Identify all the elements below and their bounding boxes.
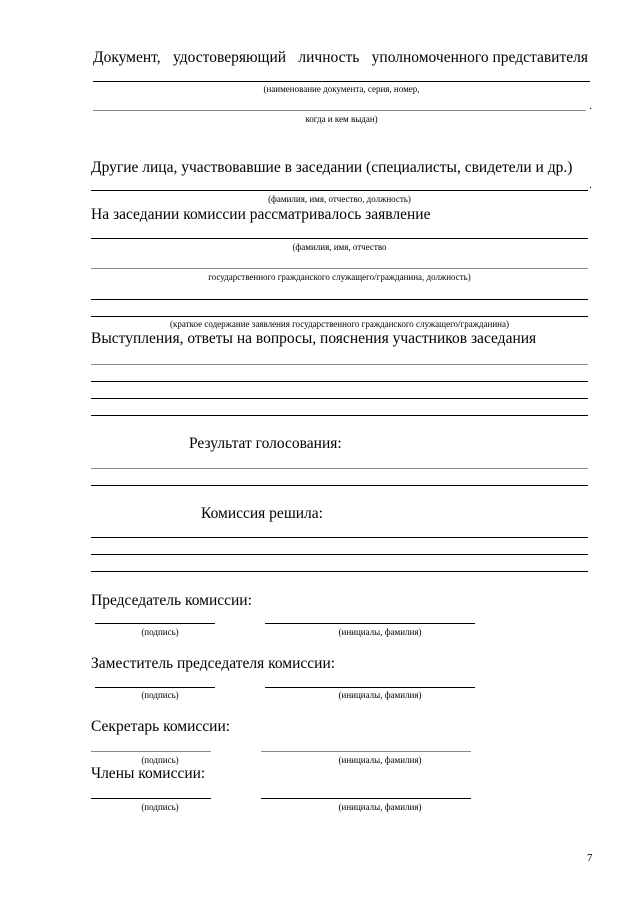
voting-line-2: [91, 485, 588, 486]
rep-word-2: удостоверяющий: [172, 49, 287, 66]
rep-word-3: личность: [298, 49, 360, 66]
application-heading: На заседании комиссии рассматривалось заявление: [91, 206, 431, 223]
others-caption: (фамилия, имя, отчество, должность): [268, 194, 411, 204]
speeches-line-1: [91, 364, 588, 365]
members-signature-caption: (подпись): [141, 802, 179, 812]
rep-word-1: Документ,: [93, 49, 161, 66]
application-line-3: [91, 299, 588, 300]
representative-heading: [93, 49, 588, 67]
deputy-signature-caption: (подпись): [141, 690, 179, 700]
others-dot: .: [589, 177, 592, 191]
speeches-line-3: [91, 398, 588, 399]
application-line-4: [91, 316, 588, 317]
speeches-line-2: [91, 381, 588, 382]
others-line: [91, 190, 588, 191]
application-caption-2: государственного гражданского служащего/гражданина, должность): [208, 272, 471, 282]
chairman-name-caption: (инициалы, фамилия): [338, 627, 422, 637]
secretary-name-caption: (инициалы, фамилия): [338, 755, 422, 765]
decision-heading: Комиссия решила:: [201, 505, 323, 522]
members-signature-line: [91, 798, 211, 799]
secretary-signature-caption: (подпись): [141, 755, 179, 765]
chairman-label: Председатель комиссии:: [91, 592, 252, 609]
speeches-heading: Выступления, ответы на вопросы, пояснения участников заседания: [91, 330, 537, 347]
rep-line-2: [93, 110, 586, 111]
others-heading: Другие лица, участвовавшие в заседании (специалисты, свидетели и др.): [91, 159, 573, 176]
deputy-label: Заместитель председателя комиссии:: [91, 655, 336, 672]
rep-dot: .: [589, 98, 592, 112]
application-caption-3: (краткое содержание заявления государственного гражданского служащего/гражданина): [170, 319, 509, 329]
members-label: Члены комиссии:: [91, 765, 206, 782]
decision-line-2: [91, 554, 588, 555]
page-number: 7: [587, 852, 593, 864]
secretary-signature-line: [91, 751, 211, 752]
rep-caption-2: когда и кем выдан): [305, 114, 378, 124]
voting-heading: Результат голосования:: [189, 435, 342, 452]
rep-word-4: уполномоченного представителя: [371, 49, 588, 66]
chairman-signature-line: [95, 623, 215, 624]
voting-line-1: [91, 468, 588, 469]
deputy-name-line: [265, 687, 475, 688]
secretary-name-line: [261, 751, 471, 752]
chairman-signature-caption: (подпись): [141, 627, 179, 637]
members-name-caption: (инициалы, фамилия): [338, 802, 422, 812]
deputy-signature-line: [95, 687, 215, 688]
rep-line-1: [93, 81, 590, 82]
chairman-name-line: [265, 623, 475, 624]
deputy-name-caption: (инициалы, фамилия): [338, 690, 422, 700]
secretary-label: Секретарь комиссии:: [91, 718, 231, 735]
application-line-1: [91, 238, 588, 239]
rep-caption-1: (наименование документа, серия, номер,: [263, 84, 420, 94]
speeches-line-4: [91, 415, 588, 416]
application-line-2: [91, 268, 588, 269]
members-name-line: [261, 798, 471, 799]
decision-line-3: [91, 571, 588, 572]
decision-line-1: [91, 537, 588, 538]
application-caption-1: (фамилия, имя, отчество: [292, 242, 387, 252]
